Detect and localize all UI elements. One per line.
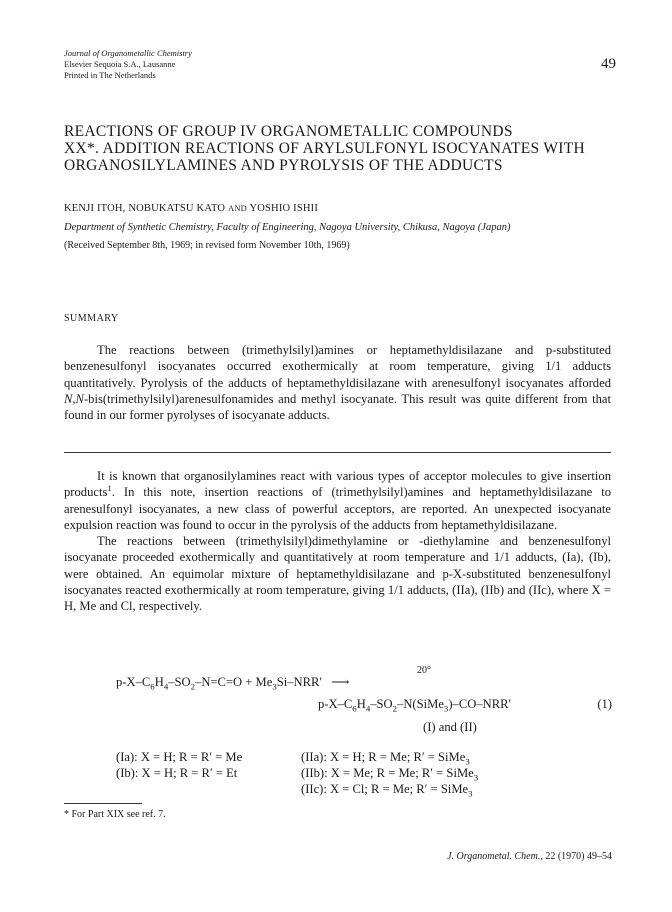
reaction-arrow: ⟶ <box>331 675 350 689</box>
para1-text-a: It is known that organosilylamines react with various types of acceptor molecules to give insertion products <box>64 469 611 500</box>
author-last: YOSHIO ISHII <box>249 203 319 214</box>
compound-list-right <box>301 749 478 797</box>
compound-iic: (IIc): X = Cl; R = Me; R′ = SiMe$_3$ <box>301 782 473 799</box>
received-date: (Received September 8th, 1969; in revised form November 10th, 1969) <box>64 240 350 251</box>
equation-products: (I) and (II) <box>423 720 477 734</box>
footnote-rule <box>64 803 142 804</box>
page-number: 49 <box>601 56 616 72</box>
equation-rhs: $p-X-C_6H_4-SO_2-N(SiMe_3)-CO-NRR'$ <box>318 697 512 714</box>
compound-iib: (IIb): X = Me; R = Me; R′ = SiMe$_3$ <box>301 766 479 783</box>
paper-title <box>64 123 634 174</box>
compound-list-left <box>116 749 242 781</box>
footnote: * For Part XIX see ref. 7. <box>64 809 166 820</box>
affiliation: Department of Synthetic Chemistry, Faculty of Engineering, Nagoya University, Chikusa, Nagoya (Japan) <box>64 222 511 233</box>
compound-ib: (Ib): X = H; R = R′ = Et <box>116 766 238 780</box>
printed-in: Printed in The Netherlands <box>64 70 156 80</box>
publisher: Elsevier Sequoia S.A., Lausanne <box>64 59 176 69</box>
author-and: AND <box>227 203 247 213</box>
title-line-3: ORGANOSILYLAMINES AND PYROLYSIS OF THE ADDUCTS <box>64 157 503 174</box>
journal-citation <box>447 851 612 862</box>
summary-paragraph <box>64 342 611 423</box>
body-paragraph-2: The reactions between (trimethylsilyl)dimethylamine or -diethylamine and benzenesulfonyl isocyanate proceeded exothermically and quantitatively at room temperature and 1/1 adducts, (Ia), (Ib), were obtained. An equimolar mixture of heptamethyldisilazane and p-X-substituted benzenesulfonyl isocyanates reacted exothermically at room temperature, giving 1/1 adducts, (IIa), (IIb) and (IIc), where X = H, Me and Cl, respectively. <box>64 534 611 614</box>
title-line-2: XX*. ADDITION REACTIONS OF ARYLSULFONYL ISOCYANATES WITH <box>64 140 585 157</box>
equation-number: (1) <box>597 697 612 711</box>
reaction-condition: 20° <box>417 665 431 676</box>
summary-text-italic: N,N <box>64 391 84 406</box>
compound-ia: (Ia): X = H; R = R′ = Me <box>116 750 243 764</box>
author-names: KENJI ITOH, NOBUKATSU KATO <box>64 203 226 214</box>
authors <box>64 203 318 214</box>
compound-iia: (IIa): X = H; R = Me; R′ = SiMe$_3$ <box>301 750 470 767</box>
reference-marker: 1 <box>107 483 112 494</box>
citation-ref: 22 (1970) 49–54 <box>545 851 612 862</box>
body-paragraph-1 <box>64 468 611 533</box>
body-text <box>64 468 611 615</box>
equation-lhs: $p-X-C_6H_4-SO_2-N=C=O + Me_3Si-NRR'$ ⟶ <box>116 675 350 692</box>
summary-heading: SUMMARY <box>64 313 119 324</box>
summary-text-b: -bis(trimethylsilyl)arenesulfonamides and methyl isocyanate. This result was quite different from that found in our former pyrolyses of isocyanate adducts. <box>64 391 611 423</box>
journal-header <box>64 48 192 81</box>
citation-journal: J. Organometal. Chem., <box>447 851 543 862</box>
journal-name: Journal of Organometallic Chemistry <box>64 48 192 58</box>
title-line-1: REACTIONS OF GROUP IV ORGANOMETALLIC COMPOUNDS <box>64 123 513 140</box>
section-divider <box>64 452 611 453</box>
para1-text-b: . In this note, insertion reactions of (trimethylsilyl)amines and heptamethyldisilazane to arenesulfonyl isocyanates, a new class of powerful acceptors, are reported. An unexpected isocyanate expulsion reaction was found to occur in the pyrolysis of the adducts from heptamethyldisilazane. <box>64 485 611 532</box>
summary-text-a: The reactions between (trimethylsilyl)amines or heptamethyldisilazane and p-substituted benzenesulfonyl isocyanates occurred exothermically at room temperature, giving 1/1 adducts quantitatively. Pyrolysis of the adducts of heptamethyldisilazane with arenesulfonyl isocyanates afforded <box>64 343 611 390</box>
